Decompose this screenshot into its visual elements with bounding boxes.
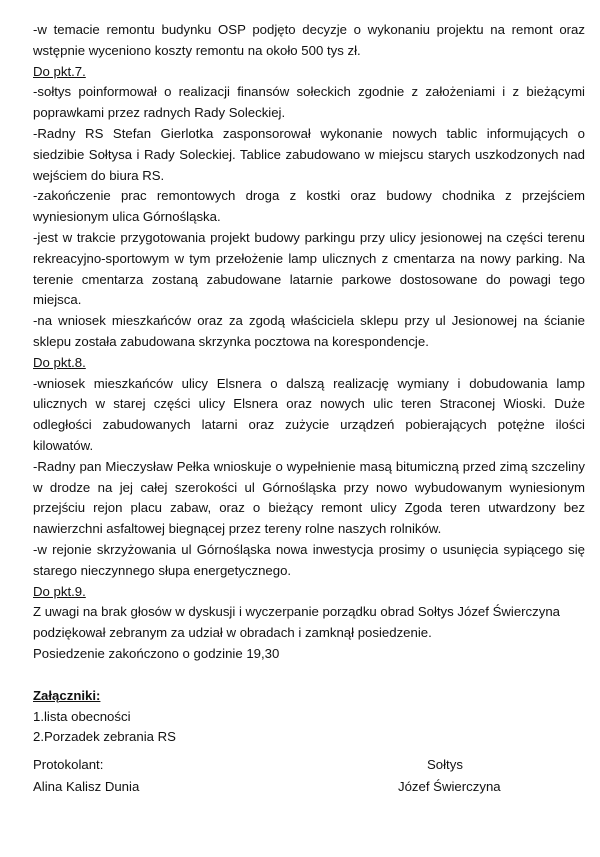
- protokolant-label: Protokolant:: [33, 757, 104, 772]
- attachment-item: 1.lista obecności: [33, 708, 131, 724]
- attachment-item: 2.Porzadek zebrania RS: [33, 729, 176, 745]
- soltys-label: Sołtys: [427, 757, 463, 772]
- paragraph: -na wniosek mieszkańców oraz za zgodą właściciela sklepu przy ul Jesionowej na ścianie sklepu została zabudowana skrzynka pocztowa na korespondencje.: [33, 313, 585, 349]
- paragraph: Z uwagi na brak głosów w dyskusji i wyczerpanie porządku obrad Sołtys Józef Świerczyna podziękował zebranym za udział w obradach i zamknął posiedzenie.: [33, 604, 561, 641]
- paragraph: -zakończenie prac remontowych droga z kostki oraz budowy chodnika z przejściem wyniesionym ulica Górnośląska.: [33, 188, 585, 225]
- section-heading-pkt9: Do pkt.9.: [33, 583, 86, 599]
- paragraph: -jest w trakcie przygotowania projekt budowy parkingu przy ulicy jesionowej na części terenu rekreacyjno-sportowym w tym przełożenie lamp ulicznych z cmentarza na nowy parking. Na terenie cmentarza zostaną zabudowane latarnie parkowe dostosowane do powagi tego miejsca.: [33, 229, 585, 308]
- paragraph: -w rejonie skrzyżowania ul Górnośląska nowa inwestycja prosimy o usunięcia sypiącego się starego nieczynnego słupa energetycznego.: [33, 541, 585, 578]
- closing-line: Posiedzenie zakończono o godzinie 19,30: [33, 645, 280, 661]
- signature-block: [33, 755, 585, 805]
- section-heading-pkt7: Do pkt.7.: [33, 63, 86, 79]
- paragraph: -Radny RS Stefan Gierlotka zasponsorował wykonanie nowych tablic informujących o siedzibie Sołtysa i Rady Soleckiej. Tablice zabudowano w miejscu starych uszkodzonych nad wejściem do biura RS.: [33, 125, 585, 183]
- protokolant-name: Alina Kalisz Dunia: [33, 779, 140, 794]
- soltys-name: Józef Świerczyna: [398, 779, 501, 794]
- paragraph: -Radny pan Mieczysław Pełka wnioskuje o wypełnienie masą bitumiczną przed zimą szczeliny w drodze na jej całej szerokości ul Górnośląska przy nowo wybudowanym wyniesionym przejściu rejon placu zabaw, oraz o bieżący remont ulicy Zgoda teren utwardzony bez nawierzchni asfaltowej biegnącej przez tereny rolne naszych rolników.: [33, 458, 585, 537]
- paragraph: -w temacie remontu budynku OSP podjęto decyzje o wykonaniu projektu na remont oraz wstępnie wyceniono koszty remontu na około 500 tys zł.: [33, 22, 585, 58]
- attachments-title: Załączniki:: [33, 687, 101, 703]
- paragraph: -sołtys poinformował o realizacji finansów sołeckich zgodnie z założeniami i z bieżącymi poprawkami przez radnych Rady Soleckiej.: [33, 84, 585, 121]
- document-body: [33, 20, 585, 748]
- section-heading-pkt8: Do pkt.8.: [33, 354, 86, 370]
- paragraph: -wniosek mieszkańców ulicy Elsnera o dalszą realizację wymiany i dobudowania lamp ulicznych w starej części ulicy Elsnera oraz nowych ulic teren Straconej Wioski. Duże odległości zabudowanych latarni oraz zużycie urządzeń pobierających potężne ilości kilowatów.: [33, 375, 585, 453]
